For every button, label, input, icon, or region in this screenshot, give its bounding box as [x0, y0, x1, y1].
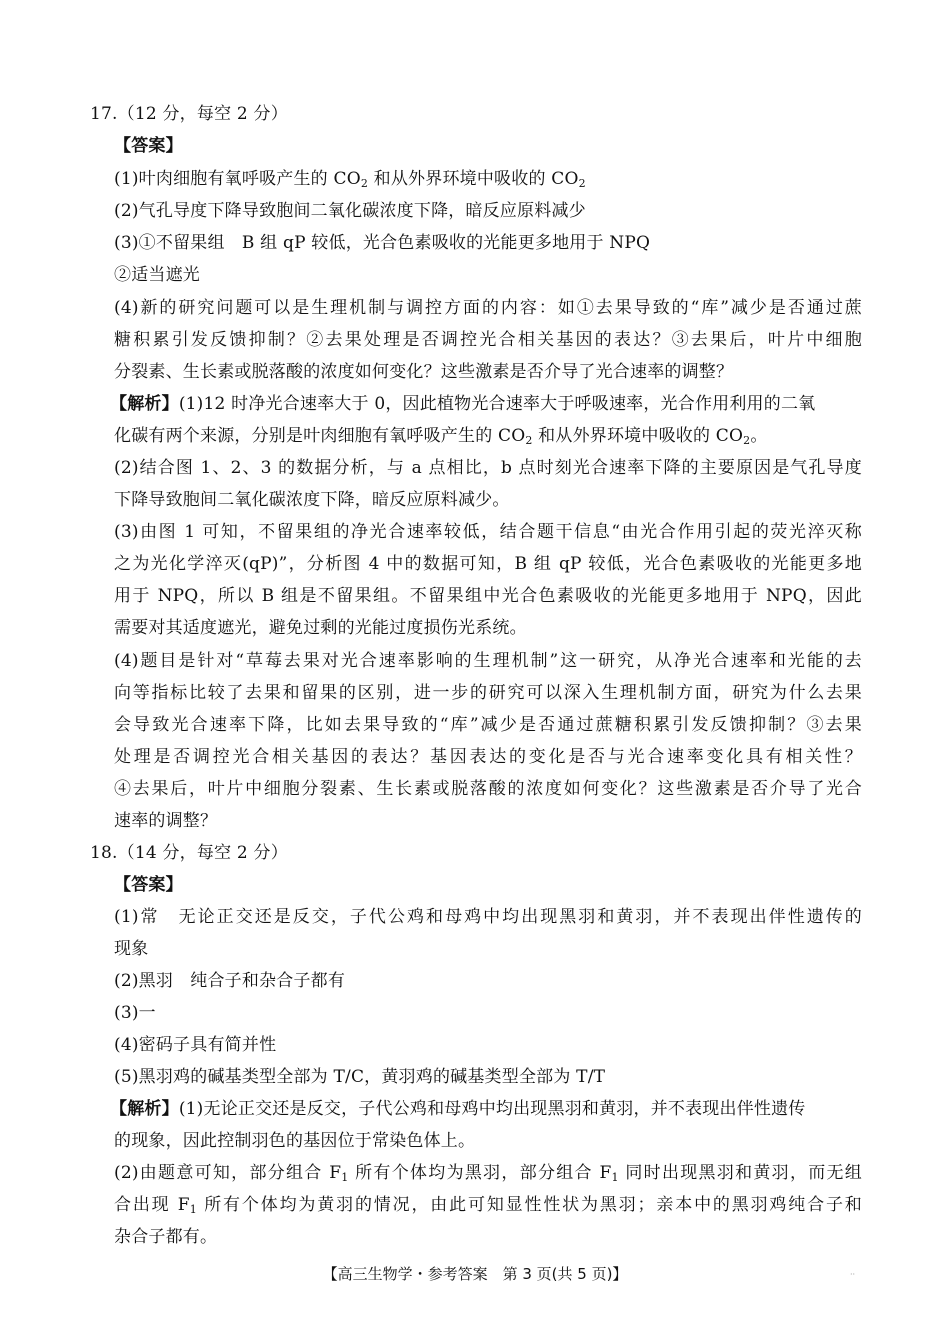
q18-analysis-2-line: (2)由题意可知，部分组合 $F_1$ 所有个体均为黑羽，部分组合 $F_1$ 同时出现黑羽和黄羽，而无组 [114, 1163, 862, 1184]
q17-answer-2: (2)气孔导度下降导致胞间二氧化碳浓度下降，暗反应原料减少 [114, 201, 586, 221]
q18-answer-5: (5)黑羽鸡的碱基类型全部为 T/C，黄羽鸡的碱基类型全部为 T/T [114, 1067, 606, 1087]
q17-header: 17.（12 分，每空 2 分） [90, 104, 288, 124]
q17-analysis-1-line: 化碳有两个来源，分别是叶肉细胞有氧呼吸产生的 $CO_2$ 和从外界环境中吸收的 $CO_2$。 [114, 426, 768, 447]
q17-analysis-3-line: 需要对其适度遮光，避免过剩的光能过度损伤光系统。 [114, 618, 527, 638]
q17-analysis-4-line: 速率的调整？ [114, 811, 218, 831]
q17-analysis-3-line: 用于 NPQ，所以 B 组是不留果组。不留果组中光合色素吸收的光能更多地用于 NPQ，因此 [114, 586, 862, 606]
q17-answer-tag: 【答案】 [114, 136, 183, 156]
q17-answer-1: (1)叶肉细胞有氧呼吸产生的 $CO_2$ 和从外界环境中吸收的 $CO_2$ [114, 169, 586, 190]
q18-analysis-1-line: 的现象，因此控制羽色的基因位于常染色体上。 [114, 1131, 476, 1151]
q18-analysis-1-line: 【解析】(1)无论正交还是反交，子代公鸡和母鸡中均出现黑羽和黄羽，并不表现出伴性遗传 [110, 1099, 806, 1119]
q18-answer-1-line: (1)常 无论正交还是反交，子代公鸡和母鸡中均出现黑羽和黄羽，并不表现出伴性遗传的 [114, 907, 862, 927]
q18-answer-4: (4)密码子具有简并性 [114, 1035, 277, 1055]
q18-analysis-2-line: 合出现 $F_1$ 所有个体均为黄羽的情况，由此可知显性性状为黑羽；亲本中的黑羽鸡纯合子和 [114, 1195, 862, 1216]
q17-analysis-4-line: 处理是否调控光合相关基因的表达？基因表达的变化是否与光合速率变化具有相关性？ [114, 747, 862, 767]
q17-analysis-2-line: 下降导致胞间二氧化碳浓度下降，暗反应原料减少。 [114, 490, 510, 510]
q17-analysis-1-line: 【解析】(1)12 时净光合速率大于 0，因此植物光合速率大于呼吸速率，光合作用利用的二氧 [110, 394, 816, 414]
q17-analysis-4-line: (4)题目是针对“草莓去果对光合速率影响的生理机制”这一研究，从净光合速率和光能的去 [114, 651, 862, 671]
q18-answer-tag: 【答案】 [114, 875, 183, 895]
q17-analysis-3-line: (3)由图 1 可知，不留果组的净光合速率较低，结合题干信息“由光合作用引起的荧光淬灭称 [114, 522, 862, 542]
q18-analysis-tag: 【解析】 [110, 1099, 179, 1119]
q17-analysis-tag: 【解析】 [110, 394, 179, 414]
q17-analysis-4-line: 向等指标比较了去果和留果的区别，进一步的研究可以深入生理机制方面，研究为什么去果 [114, 683, 862, 703]
q17-answer-3b: ②适当遮光 [114, 265, 200, 285]
q17-answer-4-line: (4)新的研究问题可以是生理机制与调控方面的内容：如①去果导致的“库”减少是否通过蔗 [114, 298, 862, 318]
q17-analysis-4-line: 会导致光合速率下降，比如去果导致的“库”减少是否通过蔗糖积累引发反馈抑制？③去果 [114, 715, 862, 735]
corner-mark: ·· [850, 1270, 856, 1279]
q17-analysis-3-line: 之为光化学淬灭(qP)”，分析图 4 中的数据可知，B 组 qP 较低，光合色素吸收的光能更多地 [114, 554, 862, 574]
q17-analysis-4-line: ④去果后，叶片中细胞分裂素、生长素或脱落酸的浓度如何变化？这些激素是否介导了光合 [114, 779, 862, 799]
q17-analysis-2-line: (2)结合图 1、2、3 的数据分析，与 a 点相比，b 点时刻光合速率下降的主要原因是气孔导度 [114, 458, 862, 478]
q18-answer-3: (3)一 [114, 1003, 156, 1023]
q18-header: 18.（14 分，每空 2 分） [90, 843, 288, 863]
q18-analysis-2-line: 杂合子都有。 [114, 1227, 218, 1247]
q18-answer-1-line: 现象 [114, 939, 149, 959]
q17-answer-3: (3)①不留果组 B 组 qP 较低，光合色素吸收的光能更多地用于 NPQ [114, 233, 651, 253]
page-footer: 【高三生物学・参考答案 第 3 页(共 5 页)】 [322, 1265, 628, 1283]
q17-answer-4-line: 分裂素、生长素或脱落酸的浓度如何变化？这些激素是否介导了光合速率的调整？ [114, 362, 734, 382]
q18-answer-2: (2)黑羽 纯合子和杂合子都有 [114, 971, 346, 991]
q17-answer-4-line: 糖积累引发反馈抑制？②去果处理是否调控光合相关基因的表达？③去果后，叶片中细胞 [114, 330, 862, 350]
